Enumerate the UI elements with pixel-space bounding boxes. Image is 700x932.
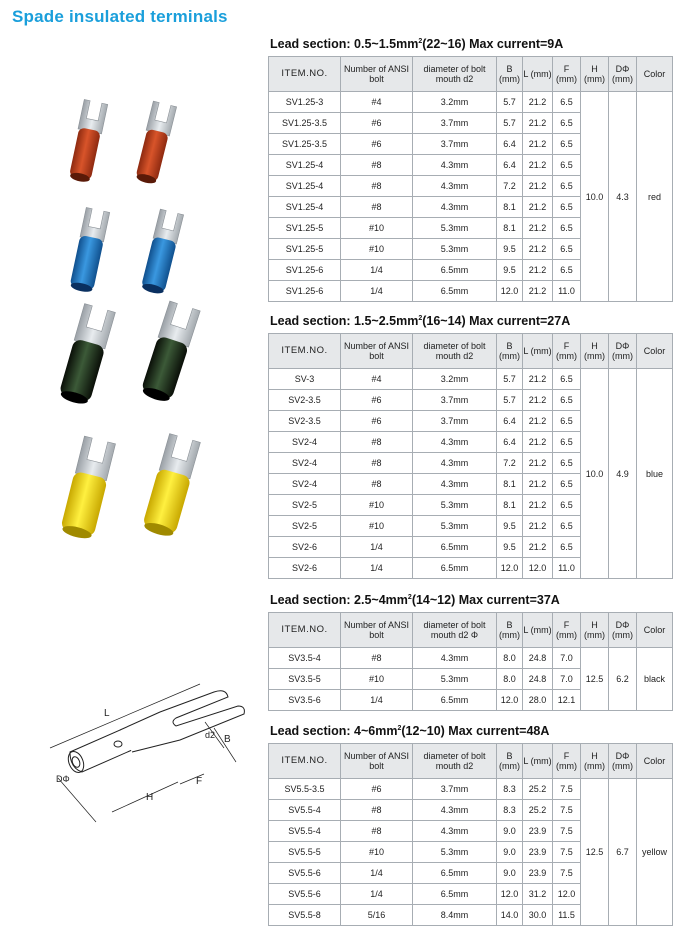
- cell-l-value: 21.2: [523, 260, 553, 281]
- cell-item-no: SV5.5-4: [269, 821, 341, 842]
- header-f: F (mm): [553, 613, 581, 648]
- cell-f-value: 6.5: [553, 432, 581, 453]
- cell-item-no: SV3.5-6: [269, 690, 341, 711]
- cell-bolt-diameter: 3.7mm: [413, 779, 497, 800]
- black-terminal-icon: [139, 301, 200, 404]
- cell-item-no: SV3.5-5: [269, 669, 341, 690]
- cell-item-no: SV5.5-8: [269, 905, 341, 926]
- cell-ansi-bolt: #6: [341, 113, 413, 134]
- header-diameter: diameter of bolt mouth d2: [413, 334, 497, 369]
- cell-bolt-diameter: 8.4mm: [413, 905, 497, 926]
- table-row: [269, 648, 673, 669]
- cell-item-no: SV1.25-4: [269, 155, 341, 176]
- cell-b-value: 9.5: [497, 537, 523, 558]
- cell-l-value: 21.2: [523, 176, 553, 197]
- cell-b-value: 8.0: [497, 669, 523, 690]
- cell-ansi-bolt: #6: [341, 779, 413, 800]
- red-terminal-icon: [67, 100, 107, 184]
- cell-ansi-bolt: #6: [341, 411, 413, 432]
- cell-f-value: 6.5: [553, 176, 581, 197]
- cell-h-value: 12.5: [581, 648, 609, 711]
- cell-d-value: 6.7: [609, 779, 637, 926]
- cell-f-value: 6.5: [553, 218, 581, 239]
- cell-bolt-diameter: 6.5mm: [413, 690, 497, 711]
- cell-b-value: 8.3: [497, 800, 523, 821]
- cell-color: yellow: [637, 779, 673, 926]
- cell-item-no: SV2-5: [269, 516, 341, 537]
- cell-f-value: 7.5: [553, 863, 581, 884]
- cell-bolt-diameter: 3.7mm: [413, 411, 497, 432]
- cell-item-no: SV2-3.5: [269, 390, 341, 411]
- header-color: Color: [637, 744, 673, 779]
- cell-item-no: SV5.5-5: [269, 842, 341, 863]
- cell-ansi-bolt: #8: [341, 453, 413, 474]
- cell-l-value: 23.9: [523, 821, 553, 842]
- cell-f-value: 7.5: [553, 800, 581, 821]
- cell-item-no: SV1.25-4: [269, 176, 341, 197]
- spec-table-1: [268, 56, 673, 302]
- cell-ansi-bolt: #8: [341, 474, 413, 495]
- cell-f-value: 6.5: [553, 537, 581, 558]
- cell-b-value: 12.0: [497, 281, 523, 302]
- header-b: B (mm): [497, 613, 523, 648]
- cell-f-value: 11.0: [553, 281, 581, 302]
- cell-b-value: 5.7: [497, 369, 523, 390]
- header-h: H (mm): [581, 334, 609, 369]
- cell-ansi-bolt: 1/4: [341, 260, 413, 281]
- cell-l-value: 12.0: [523, 558, 553, 579]
- cell-l-value: 21.2: [523, 495, 553, 516]
- cell-item-no: SV5.5-3.5: [269, 779, 341, 800]
- cell-item-no: SV3.5-4: [269, 648, 341, 669]
- cell-b-value: 8.3: [497, 779, 523, 800]
- cell-b-value: 8.1: [497, 218, 523, 239]
- dim-label-L: L: [104, 708, 110, 719]
- header-color: Color: [637, 613, 673, 648]
- cell-ansi-bolt: #4: [341, 92, 413, 113]
- header-item: ITEM.NO.: [269, 334, 341, 369]
- cell-l-value: 24.8: [523, 648, 553, 669]
- spec-table-4: [268, 743, 673, 926]
- cell-item-no: SV1.25-6: [269, 281, 341, 302]
- cell-b-value: 9.5: [497, 260, 523, 281]
- cell-bolt-diameter: 4.3mm: [413, 176, 497, 197]
- cell-ansi-bolt: 1/4: [341, 537, 413, 558]
- cell-bolt-diameter: 6.5mm: [413, 863, 497, 884]
- header-l: L (mm): [523, 57, 553, 92]
- cell-b-value: 5.7: [497, 390, 523, 411]
- cell-b-value: 14.0: [497, 905, 523, 926]
- cell-h-value: 12.5: [581, 779, 609, 926]
- cell-l-value: 21.2: [523, 474, 553, 495]
- cell-item-no: SV5.5-4: [269, 800, 341, 821]
- header-l: L (mm): [523, 334, 553, 369]
- section-title-3: Lead section: $2.5\sim 4mm^2(14\sim 12)$ Max current=37A: [270, 593, 560, 607]
- terminal-photos: [0, 0, 265, 932]
- cell-b-value: 12.0: [497, 690, 523, 711]
- cell-bolt-diameter: 5.3mm: [413, 516, 497, 537]
- cell-ansi-bolt: #8: [341, 176, 413, 197]
- header-f: F (mm): [553, 744, 581, 779]
- cell-l-value: 30.0: [523, 905, 553, 926]
- cell-bolt-diameter: 6.5mm: [413, 537, 497, 558]
- yellow-terminal-icon: [141, 433, 201, 538]
- header-f: F (mm): [553, 57, 581, 92]
- cell-bolt-diameter: 6.5mm: [413, 558, 497, 579]
- header-l: L (mm): [523, 744, 553, 779]
- cell-bolt-diameter: 4.3mm: [413, 155, 497, 176]
- dim-label-H: H: [146, 792, 154, 803]
- cell-d-value: 4.3: [609, 92, 637, 302]
- section-title-4: Lead section: $4\sim 6mm^2(12\sim 10)$ Max current=48A: [270, 724, 550, 738]
- header-d: DΦ (mm): [609, 334, 637, 369]
- cell-item-no: SV1.25-3: [269, 92, 341, 113]
- cell-h-value: 10.0: [581, 92, 609, 302]
- cell-f-value: 6.5: [553, 197, 581, 218]
- cell-f-value: 6.5: [553, 113, 581, 134]
- cell-item-no: SV1.25-6: [269, 260, 341, 281]
- cell-b-value: 8.0: [497, 648, 523, 669]
- cell-ansi-bolt: #8: [341, 800, 413, 821]
- cell-bolt-diameter: 3.2mm: [413, 92, 497, 113]
- header-color: Color: [637, 334, 673, 369]
- cell-f-value: 7.5: [553, 821, 581, 842]
- cell-bolt-diameter: 4.3mm: [413, 648, 497, 669]
- header-item: ITEM.NO.: [269, 613, 341, 648]
- cell-ansi-bolt: #10: [341, 239, 413, 260]
- cell-b-value: 12.0: [497, 558, 523, 579]
- header-item: ITEM.NO.: [269, 57, 341, 92]
- header-d: DΦ (mm): [609, 744, 637, 779]
- cell-f-value: 7.5: [553, 842, 581, 863]
- spec-table-2: [268, 333, 673, 579]
- cell-b-value: 7.2: [497, 453, 523, 474]
- header-l: L (mm): [523, 613, 553, 648]
- cell-f-value: 6.5: [553, 239, 581, 260]
- header-bolt: Number of ANSI bolt: [341, 334, 413, 369]
- cell-ansi-bolt: #10: [341, 842, 413, 863]
- header-bolt: Number of ANSI bolt: [341, 613, 413, 648]
- cell-bolt-diameter: 3.7mm: [413, 113, 497, 134]
- cell-l-value: 21.2: [523, 432, 553, 453]
- cell-f-value: 6.5: [553, 495, 581, 516]
- cell-color: red: [637, 92, 673, 302]
- cell-f-value: 6.5: [553, 134, 581, 155]
- cell-b-value: 9.0: [497, 863, 523, 884]
- header-diameter: diameter of bolt mouth d2 Φ: [413, 613, 497, 648]
- header-h: H (mm): [581, 613, 609, 648]
- cell-b-value: 8.1: [497, 197, 523, 218]
- yellow-terminal-icon: [59, 436, 116, 541]
- cell-l-value: 21.2: [523, 197, 553, 218]
- cell-f-value: 6.5: [553, 411, 581, 432]
- cell-ansi-bolt: #10: [341, 495, 413, 516]
- header-bolt: Number of ANSI bolt: [341, 744, 413, 779]
- cell-l-value: 21.2: [523, 411, 553, 432]
- table-row: [269, 369, 673, 390]
- cell-l-value: 21.2: [523, 281, 553, 302]
- header-h: H (mm): [581, 744, 609, 779]
- cell-l-value: 21.2: [523, 537, 553, 558]
- cell-ansi-bolt: 1/4: [341, 884, 413, 905]
- dim-label-B: B: [224, 734, 231, 745]
- cell-bolt-diameter: 5.3mm: [413, 842, 497, 863]
- table-header-row: [269, 613, 673, 648]
- cell-h-value: 10.0: [581, 369, 609, 579]
- cell-l-value: 25.2: [523, 800, 553, 821]
- cell-b-value: 8.1: [497, 474, 523, 495]
- cell-item-no: SV5.5-6: [269, 884, 341, 905]
- black-terminal-icon: [58, 304, 116, 407]
- cell-l-value: 21.2: [523, 134, 553, 155]
- cell-l-value: 23.9: [523, 842, 553, 863]
- header-d: DΦ (mm): [609, 613, 637, 648]
- header-f: F (mm): [553, 334, 581, 369]
- cell-d-value: 4.9: [609, 369, 637, 579]
- cell-d-value: 6.2: [609, 648, 637, 711]
- cell-ansi-bolt: #8: [341, 821, 413, 842]
- cell-ansi-bolt: #6: [341, 390, 413, 411]
- cell-b-value: 6.4: [497, 155, 523, 176]
- cell-l-value: 21.2: [523, 390, 553, 411]
- cell-l-value: 21.2: [523, 453, 553, 474]
- header-b: B (mm): [497, 744, 523, 779]
- cell-f-value: 6.5: [553, 369, 581, 390]
- cell-bolt-diameter: 5.3mm: [413, 218, 497, 239]
- cell-b-value: 5.7: [497, 113, 523, 134]
- cell-l-value: 31.2: [523, 884, 553, 905]
- cell-color: black: [637, 648, 673, 711]
- cell-ansi-bolt: #10: [341, 218, 413, 239]
- cell-b-value: 9.5: [497, 239, 523, 260]
- header-color: Color: [637, 57, 673, 92]
- cell-f-value: 11.5: [553, 905, 581, 926]
- table-header-row: [269, 744, 673, 779]
- cell-l-value: 21.2: [523, 218, 553, 239]
- cell-b-value: 8.1: [497, 495, 523, 516]
- cell-bolt-diameter: 3.2mm: [413, 369, 497, 390]
- cell-ansi-bolt: 1/4: [341, 690, 413, 711]
- cell-b-value: 9.0: [497, 821, 523, 842]
- cell-ansi-bolt: #8: [341, 197, 413, 218]
- cell-l-value: 21.2: [523, 369, 553, 390]
- cell-f-value: 6.5: [553, 260, 581, 281]
- cell-item-no: SV1.25-5: [269, 239, 341, 260]
- cell-bolt-diameter: 3.7mm: [413, 134, 497, 155]
- table-header-row: [269, 57, 673, 92]
- spec-table-3: [268, 612, 673, 711]
- cell-l-value: 21.2: [523, 155, 553, 176]
- cell-ansi-bolt: 1/4: [341, 281, 413, 302]
- cell-f-value: 12.0: [553, 884, 581, 905]
- cell-ansi-bolt: 1/4: [341, 863, 413, 884]
- cell-l-value: 21.2: [523, 113, 553, 134]
- cell-bolt-diameter: 4.3mm: [413, 474, 497, 495]
- cell-f-value: 6.5: [553, 92, 581, 113]
- header-b: B (mm): [497, 334, 523, 369]
- cell-b-value: 9.5: [497, 516, 523, 537]
- cell-item-no: SV1.25-5: [269, 218, 341, 239]
- cell-ansi-bolt: 5/16: [341, 905, 413, 926]
- cell-f-value: 6.5: [553, 453, 581, 474]
- cell-item-no: SV2-6: [269, 537, 341, 558]
- cell-item-no: SV2-4: [269, 453, 341, 474]
- cell-ansi-bolt: #4: [341, 369, 413, 390]
- cell-f-value: 7.5: [553, 779, 581, 800]
- cell-item-no: SV-3: [269, 369, 341, 390]
- blue-terminal-icon: [69, 208, 110, 294]
- page-title: Spade insulated terminals: [12, 7, 228, 26]
- cell-bolt-diameter: 5.3mm: [413, 669, 497, 690]
- cell-f-value: 6.5: [553, 474, 581, 495]
- cell-b-value: 9.0: [497, 842, 523, 863]
- cell-bolt-diameter: 4.3mm: [413, 197, 497, 218]
- cell-ansi-bolt: #6: [341, 134, 413, 155]
- dim-label-F: F: [196, 776, 203, 787]
- header-item: ITEM.NO.: [269, 744, 341, 779]
- cell-bolt-diameter: 4.3mm: [413, 432, 497, 453]
- cell-item-no: SV1.25-3.5: [269, 134, 341, 155]
- cell-ansi-bolt: #8: [341, 155, 413, 176]
- cell-bolt-diameter: 5.3mm: [413, 495, 497, 516]
- table-header-row: [269, 334, 673, 369]
- cell-item-no: SV1.25-4: [269, 197, 341, 218]
- cell-bolt-diameter: 6.5mm: [413, 260, 497, 281]
- header-bolt: Number of ANSI bolt: [341, 57, 413, 92]
- cell-f-value: 12.1: [553, 690, 581, 711]
- dim-label-D: DΦ: [56, 774, 70, 784]
- cell-item-no: SV2-3.5: [269, 411, 341, 432]
- cell-bolt-diameter: 4.3mm: [413, 821, 497, 842]
- cell-ansi-bolt: #10: [341, 669, 413, 690]
- cell-l-value: 25.2: [523, 779, 553, 800]
- dim-label-d2: d2: [205, 730, 216, 740]
- header-h: H (mm): [581, 57, 609, 92]
- cell-item-no: SV2-5: [269, 495, 341, 516]
- cell-bolt-diameter: 6.5mm: [413, 281, 497, 302]
- cell-l-value: 28.0: [523, 690, 553, 711]
- cell-color: blue: [637, 369, 673, 579]
- cell-l-value: 21.2: [523, 92, 553, 113]
- cell-l-value: 21.2: [523, 239, 553, 260]
- header-diameter: diameter of bolt mouth d2: [413, 57, 497, 92]
- cell-bolt-diameter: 4.3mm: [413, 453, 497, 474]
- cell-l-value: 23.9: [523, 863, 553, 884]
- cell-f-value: 7.0: [553, 669, 581, 690]
- cell-l-value: 21.2: [523, 516, 553, 537]
- cell-b-value: 6.4: [497, 411, 523, 432]
- table-row: [269, 779, 673, 800]
- cell-l-value: 24.8: [523, 669, 553, 690]
- cell-item-no: SV2-4: [269, 432, 341, 453]
- header-d: DΦ (mm): [609, 57, 637, 92]
- red-terminal-icon: [134, 101, 177, 185]
- cell-bolt-diameter: 3.7mm: [413, 390, 497, 411]
- cell-b-value: 6.4: [497, 134, 523, 155]
- cell-f-value: 6.5: [553, 516, 581, 537]
- cell-b-value: 6.4: [497, 432, 523, 453]
- cell-f-value: 6.5: [553, 390, 581, 411]
- cell-item-no: SV2-6: [269, 558, 341, 579]
- cell-item-no: SV1.25-3.5: [269, 113, 341, 134]
- table-row: [269, 92, 673, 113]
- cell-ansi-bolt: #8: [341, 648, 413, 669]
- cell-bolt-diameter: 5.3mm: [413, 239, 497, 260]
- header-b: B (mm): [497, 57, 523, 92]
- section-title-1: Lead section: $0.5\sim 1.5mm^2(22\sim 16)$ Max current=9A: [270, 37, 564, 51]
- cell-bolt-diameter: 4.3mm: [413, 800, 497, 821]
- cell-b-value: 7.2: [497, 176, 523, 197]
- cell-item-no: SV2-4: [269, 474, 341, 495]
- cell-b-value: 5.7: [497, 92, 523, 113]
- cell-ansi-bolt: 1/4: [341, 558, 413, 579]
- cell-b-value: 12.0: [497, 884, 523, 905]
- cell-f-value: 11.0: [553, 558, 581, 579]
- cell-ansi-bolt: #8: [341, 432, 413, 453]
- section-title-2: Lead section: $1.5\sim 2.5mm^2(16\sim 14)$ Max current=27A: [270, 314, 571, 328]
- cell-f-value: 6.5: [553, 155, 581, 176]
- blue-terminal-icon: [140, 209, 183, 295]
- cell-ansi-bolt: #10: [341, 516, 413, 537]
- cell-bolt-diameter: 6.5mm: [413, 884, 497, 905]
- cell-item-no: SV5.5-6: [269, 863, 341, 884]
- cell-f-value: 7.0: [553, 648, 581, 669]
- header-diameter: diameter of bolt mouth d2: [413, 744, 497, 779]
